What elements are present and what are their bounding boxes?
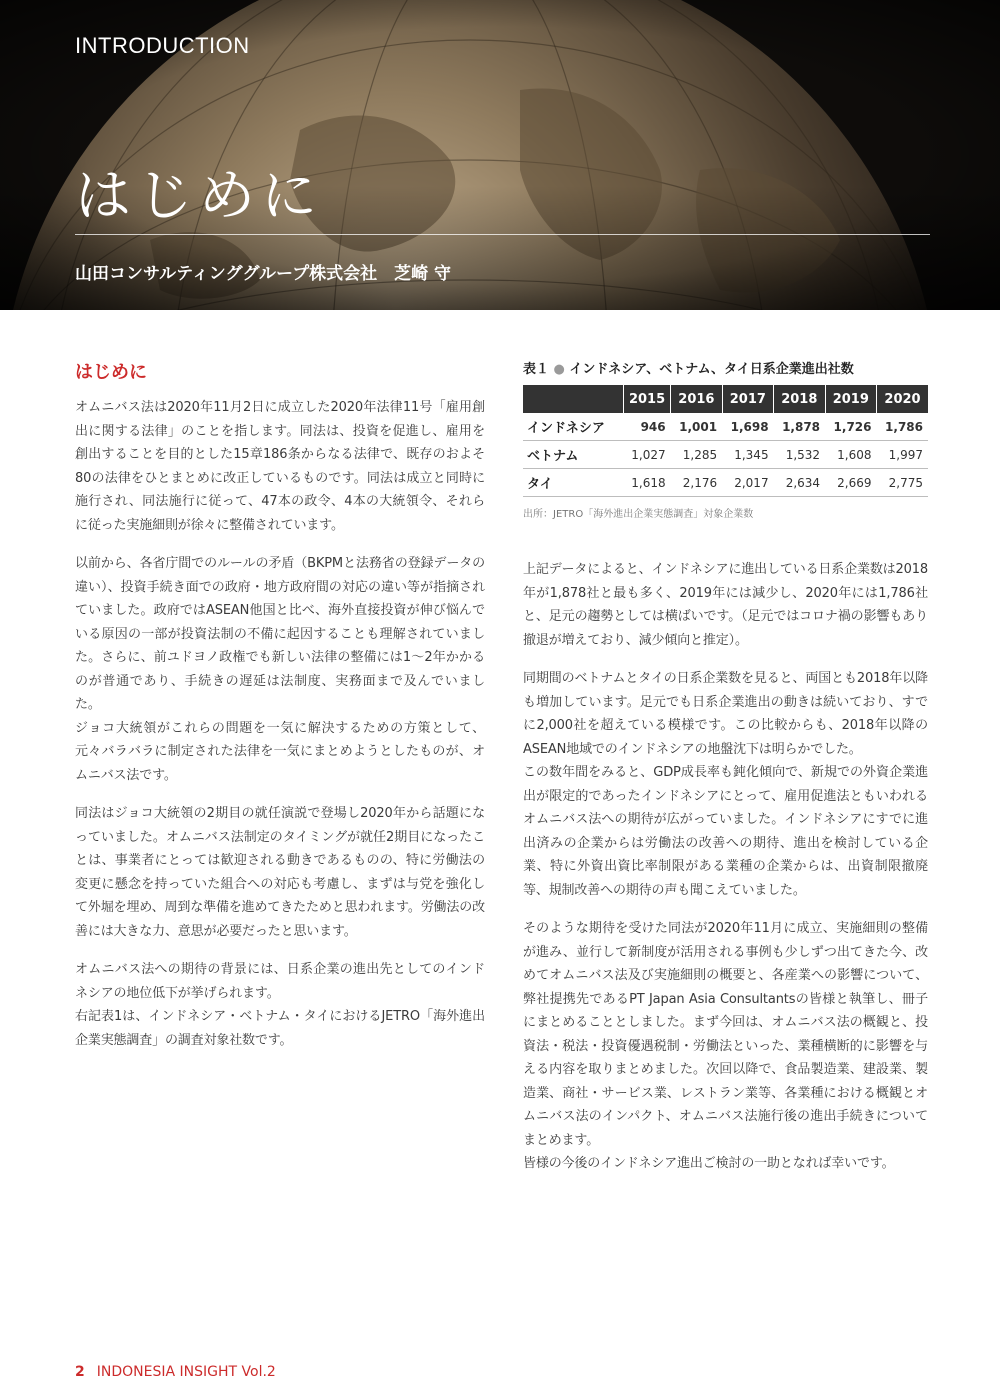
value-cell: 1,878 <box>774 413 825 441</box>
author-line: 山田コンサルティンググループ株式会社 芝崎 守 <box>75 264 452 284</box>
value-cell: 2,176 <box>671 469 722 497</box>
value-cell: 1,608 <box>825 441 876 469</box>
title-divider <box>75 234 930 235</box>
page-footer <box>75 1364 276 1380</box>
body-paragraph: 同法はジョコ大統領の2期目の就任演説で登場し2020年から話題になっていました。オムニバス法制定のタイミングが就任2期目になったことは、事業者にとっては歓迎される動きであるものの、特に労働法の変更に懸念を持っていた組合への対応も考慮し、まずは与党を強化して外堀を埋め、周到な準備を進めてきたためと思われます。労働法の改善には大きな力、意思が必要だったと思います。 <box>75 806 485 939</box>
body-paragraph: ジョコ大統領がこれらの問題を一気に解決するための方策として、元々バラバラに制定された法律を一気にまとめようとしたものが、オムニバス法です。 <box>75 720 485 783</box>
page-title: はじめに <box>75 164 323 229</box>
body-paragraph: そのような期待を受けた同法が2020年11月に成立、実施細則の整備が進み、並行して新制度が活用される事例も少しずつ出てきた今、改めてオムニバス法及び実施細則の概要と、各産業への影響について、弊社提携先であるPT Japan Asia Consultantsの皆様と執筆し、冊子にまとめることとしました。まず今回は、オムニバス法の概観と、投資法・税法・投資優遇税制・労働法といった、業種横断的に影響を与える内容を取りまとめました。次回以降で、食品製造業、建設業、製造業、商社・サービス業、レストラン業等、各業種における概観とオムニバス法のインパクト、オムニバス法施行後の進出手続きについてまとめます。 <box>523 921 928 1148</box>
body-paragraph: 上記データによると、インドネシアに進出している日系企業数は2018年が1,878社と最も多く、2019年には減少し、2020年には1,786社と、足元の趨勢としては横ばいです。（足元ではコロナ禍の影響もあり撤退が増えており、減少傾向と推定）。 <box>523 562 929 648</box>
body-paragraph: 右記表1は、インドネシア・ベトナム・タイにおけるJETRO「海外進出企業実態調査」の調査対象社数です。 <box>75 1009 485 1048</box>
value-cell: 2,775 <box>877 469 928 497</box>
value-cell: 1,698 <box>722 413 773 441</box>
section-heading: はじめに <box>75 362 147 383</box>
section-label: INTRODUCTION <box>75 33 250 58</box>
body-paragraph: オムニバス法は2020年11月2日に成立した2020年法律11号「雇用創出に関する法律」のことを指します。同法は、投資を促進し、雇用を創出することを目的とした15章186条からなる法律で、既存のおよそ80の法律をひとまとめに改正しているものです。同法は成立と同時に施行され、同法施行に従って、47本の政令、4本の大統領令、それらに従った実施細則が徐々に整備されています。 <box>75 400 485 533</box>
company-count-table <box>523 385 928 497</box>
header-blank-cell <box>523 385 624 413</box>
value-cell: 1,532 <box>774 441 825 469</box>
country-cell: ベトナム <box>523 441 624 469</box>
table-caption-number: 表１ <box>523 362 550 377</box>
year-header: 2015 <box>624 385 671 413</box>
table-row <box>523 441 928 469</box>
hero-banner <box>0 0 1000 310</box>
year-header: 2019 <box>825 385 876 413</box>
year-header: 2017 <box>722 385 773 413</box>
value-cell: 1,997 <box>877 441 928 469</box>
body-paragraph: 以前から、各省庁間でのルールの矛盾（BKPMと法務省の登録データの違い）、投資手続き面での政府・地方政府間の対応の違い等が指摘されていました。政府ではASEAN他国と比べ、海外直接投資が伸び悩んでいる原因の一部が投資法制の不備に起因することも理解されていました。さらに、前ユドヨノ政権でも新しい法律の整備には1〜2年かかるのが普通であり、手続きの遅延は法制度、実務面まで及んでいました。 <box>75 556 485 712</box>
year-header: 2018 <box>774 385 825 413</box>
value-cell: 946 <box>624 413 671 441</box>
table-header-row <box>523 385 928 413</box>
right-column <box>523 358 928 1176</box>
table-caption-text: インドネシア、ベトナム、タイ日系企業進出社数 <box>569 362 854 377</box>
value-cell: 1,726 <box>825 413 876 441</box>
body-paragraph: オムニバス法への期待の背景には、日系企業の進出先としてのインドネシアの地位低下が挙げられます。 <box>75 962 485 1001</box>
left-column <box>75 358 485 1052</box>
country-cell: タイ <box>523 469 624 497</box>
table-row <box>523 413 928 441</box>
value-cell: 1,786 <box>877 413 928 441</box>
table-caption <box>523 358 928 377</box>
table-row <box>523 469 928 497</box>
value-cell: 2,669 <box>825 469 876 497</box>
bullet-icon: ● <box>553 362 565 377</box>
value-cell: 2,017 <box>722 469 773 497</box>
year-header: 2020 <box>877 385 928 413</box>
table-source-note: 出所：JETRO「海外進出企業実態調査」対象企業数 <box>523 509 754 520</box>
value-cell: 1,001 <box>671 413 722 441</box>
value-cell: 1,285 <box>671 441 722 469</box>
page-number: 2 <box>75 1364 85 1380</box>
value-cell: 1,027 <box>624 441 671 469</box>
value-cell: 2,634 <box>774 469 825 497</box>
value-cell: 1,345 <box>722 441 773 469</box>
country-cell: インドネシア <box>523 413 624 441</box>
publication-name: INDONESIA INSIGHT Vol.2 <box>96 1364 276 1380</box>
body-paragraph: 同期間のベトナムとタイの日系企業数を見ると、両国とも2018年以降も増加しています。足元でも日系企業進出の動きは続いており、すでに2,000社を超えている模様です。この比較からも、2018年以降のASEAN地域でのインドネシアの地盤沈下は明らかでした。 <box>523 671 928 757</box>
body-paragraph: この数年間をみると、GDP成長率も鈍化傾向で、新規での外資企業進出が限定的であったインドネシアにとって、雇用促進法ともいわれるオムニバス法への期待が広がっていました。インドネシアにすでに進出済みの企業からは労働法の改善への期待、進出を検討している企業、特に外資出資比率制限がある業種の企業からは、出資制限撤廃等、規制改善への期待の声も聞こえていました。 <box>523 765 928 898</box>
body-paragraph: 皆様の今後のインドネシア進出ご検討の一助となれば幸いです。 <box>523 1156 895 1171</box>
value-cell: 1,618 <box>624 469 671 497</box>
year-header: 2016 <box>671 385 722 413</box>
